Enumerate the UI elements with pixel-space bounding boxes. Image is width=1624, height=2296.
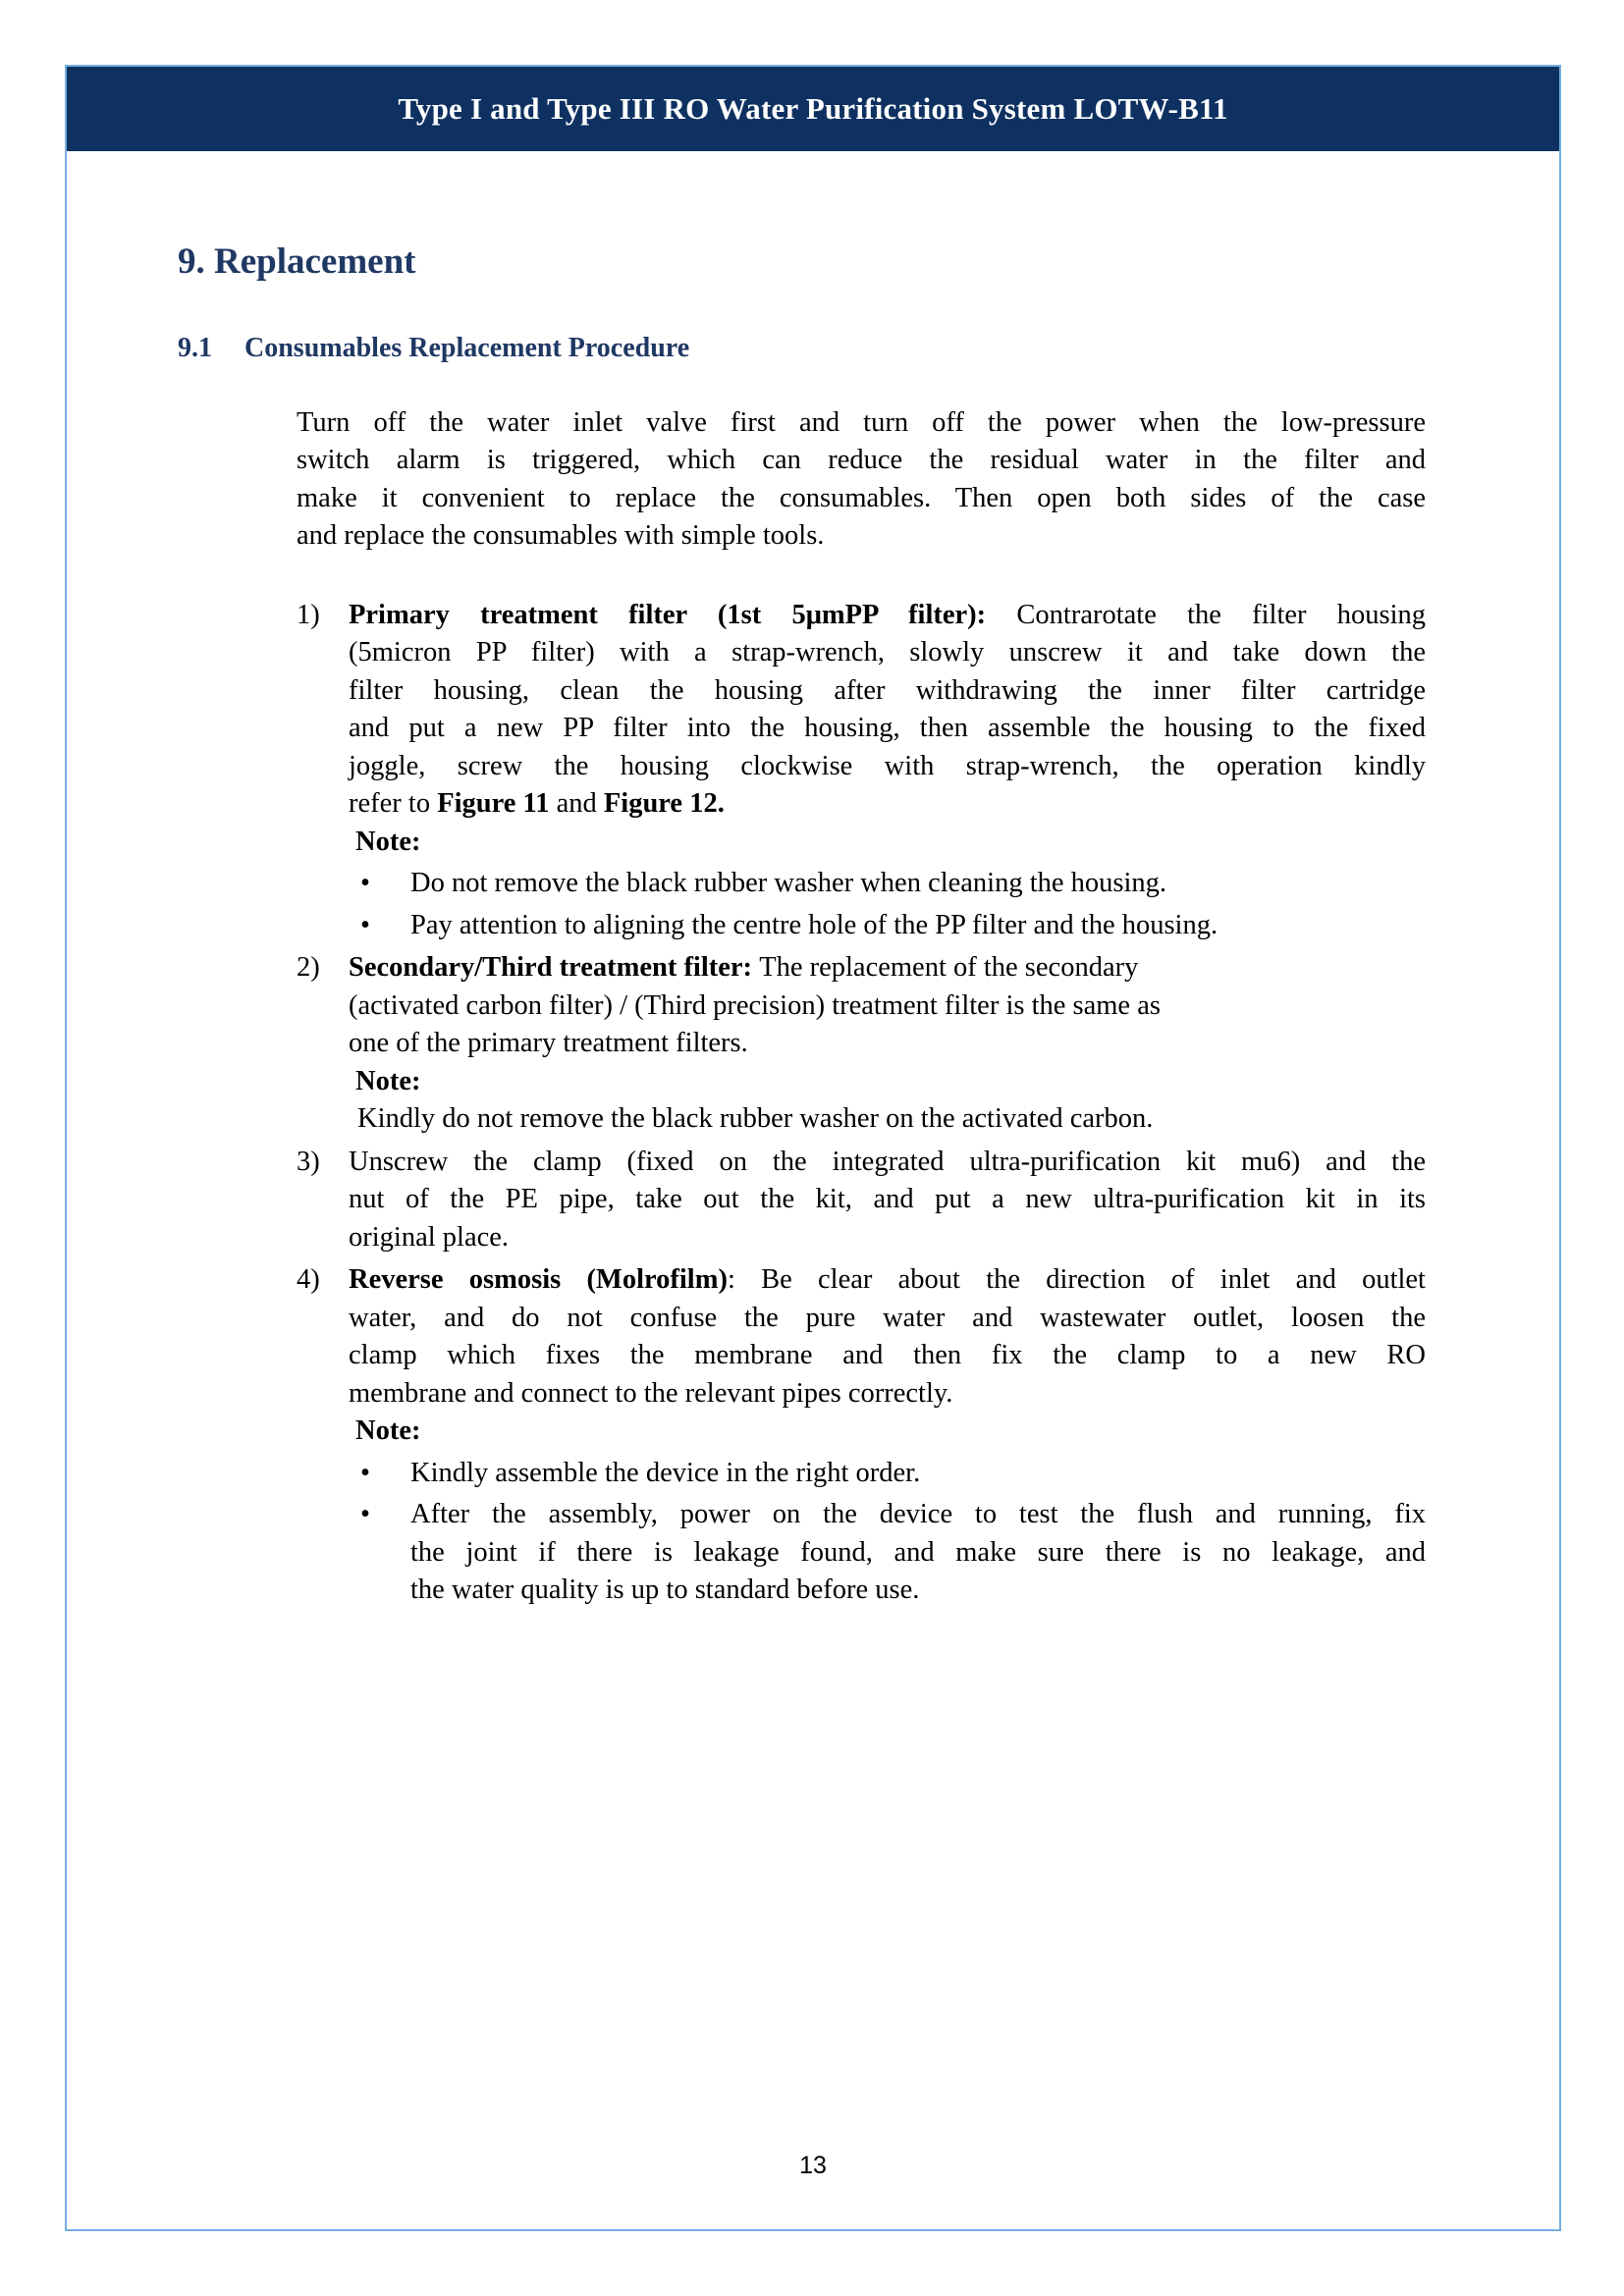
document-content xyxy=(67,404,1559,1610)
subsection-heading xyxy=(178,332,1559,365)
list-number: 1) xyxy=(297,599,320,630)
text-line: filter housing, clean the housing after withdrawing the inner filter cartridge xyxy=(349,674,1426,706)
bullet-icon: • xyxy=(360,909,370,940)
text-line: (5micron PP filter) with a strap-wrench, slowly unscrew it and take down the xyxy=(349,637,1426,668)
list-item xyxy=(297,597,1426,824)
list-number: 3) xyxy=(297,1146,320,1177)
bullet-item xyxy=(360,907,1426,945)
text-line: one of the primary treatment filters. xyxy=(349,1028,748,1059)
text-line: original place. xyxy=(349,1221,510,1253)
text-line: nut of the PE pipe, take out the kit, and put a new ultra-purification kit in its xyxy=(349,1184,1426,1215)
text-line: joggle, screw the housing clockwise with strap-wrench, the operation kindly xyxy=(349,750,1426,781)
text-line: and replace the consumables with simple tools. xyxy=(297,520,825,552)
section-heading xyxy=(178,240,1559,284)
text-line: Note: xyxy=(355,1065,421,1096)
text-line: Note: xyxy=(355,826,421,857)
note-label xyxy=(355,824,1559,862)
page-frame xyxy=(65,65,1561,2231)
bullet-icon: • xyxy=(360,1499,370,1530)
note-text xyxy=(357,1100,1422,1139)
text-line: the water quality is up to standard before use. xyxy=(410,1575,920,1606)
text-line: Do not remove the black rubber washer when cleaning the housing. xyxy=(410,868,1167,899)
text-line: Kindly assemble the device in the right order. xyxy=(410,1457,921,1488)
text-line: membrane and connect to the relevant pipes correctly. xyxy=(349,1377,953,1409)
intro-paragraph xyxy=(297,404,1426,556)
text-line: switch alarm is triggered, which can reduce the residual water in the filter and xyxy=(297,445,1426,476)
text-line: clamp which fixes the membrane and then fix the clamp to a new RO xyxy=(349,1340,1426,1371)
text-line: Reverse osmosis (Molrofilm): Be clear about the direction of inlet and outlet xyxy=(349,1264,1426,1296)
text-line: Pay attention to aligning the centre hole of the PP filter and the housing. xyxy=(410,909,1218,940)
section-number: 9. xyxy=(178,241,205,282)
subsection-title: Consumables Replacement Procedure xyxy=(244,333,690,364)
text-line: and put a new PP filter into the housing, then assemble the housing to the fixed xyxy=(349,713,1426,744)
page-number: 13 xyxy=(799,2152,827,2179)
header-bar xyxy=(67,67,1559,151)
text-line: Note: xyxy=(355,1415,421,1447)
page-title: Type I and Type III RO Water Purification System LOTW-B11 xyxy=(398,91,1228,126)
text-line: (activated carbon filter) / (Third precision) treatment filter is the same as xyxy=(349,989,1161,1021)
note-label xyxy=(355,1063,1559,1101)
bullet-item xyxy=(360,865,1426,903)
list-number: 4) xyxy=(297,1264,320,1296)
text-line: water, and do not confuse the pure water and wastewater outlet, loosen the xyxy=(349,1302,1426,1333)
note-label xyxy=(355,1413,1559,1451)
text-line: make it convenient to replace the consumables. Then open both sides of the case xyxy=(297,482,1426,513)
text-line: Unscrew the clamp (fixed on the integrated ultra-purification kit mu6) and the xyxy=(349,1146,1426,1177)
text-line: Primary treatment filter (1st 5μmPP filter): Contrarotate the filter housing xyxy=(349,599,1426,630)
list-item xyxy=(297,1144,1426,1257)
bullet-item xyxy=(360,1496,1426,1610)
text-line: refer to Figure 11 and Figure 12. xyxy=(349,788,725,820)
bullet-icon: • xyxy=(360,1457,370,1488)
list-item xyxy=(297,1261,1426,1413)
content-blocks xyxy=(67,597,1559,1610)
text-line: the joint if there is leakage found, and make sure there is no leakage, and xyxy=(410,1536,1426,1568)
section-title: Replacement xyxy=(214,241,416,282)
list-number: 2) xyxy=(297,952,320,984)
list-item xyxy=(297,949,1426,1063)
text-line: Kindly do not remove the black rubber washer on the activated carbon. xyxy=(357,1103,1154,1135)
subsection-number: 9.1 xyxy=(178,333,212,364)
text-line: Secondary/Third treatment filter: The replacement of the secondary xyxy=(349,952,1139,984)
bullet-item xyxy=(360,1455,1426,1493)
text-line: After the assembly, power on the device to test the flush and running, fix xyxy=(410,1499,1426,1530)
bullet-icon: • xyxy=(360,868,370,899)
text-line: Turn off the water inlet valve first and turn off the power when the low-pressure xyxy=(297,406,1426,438)
